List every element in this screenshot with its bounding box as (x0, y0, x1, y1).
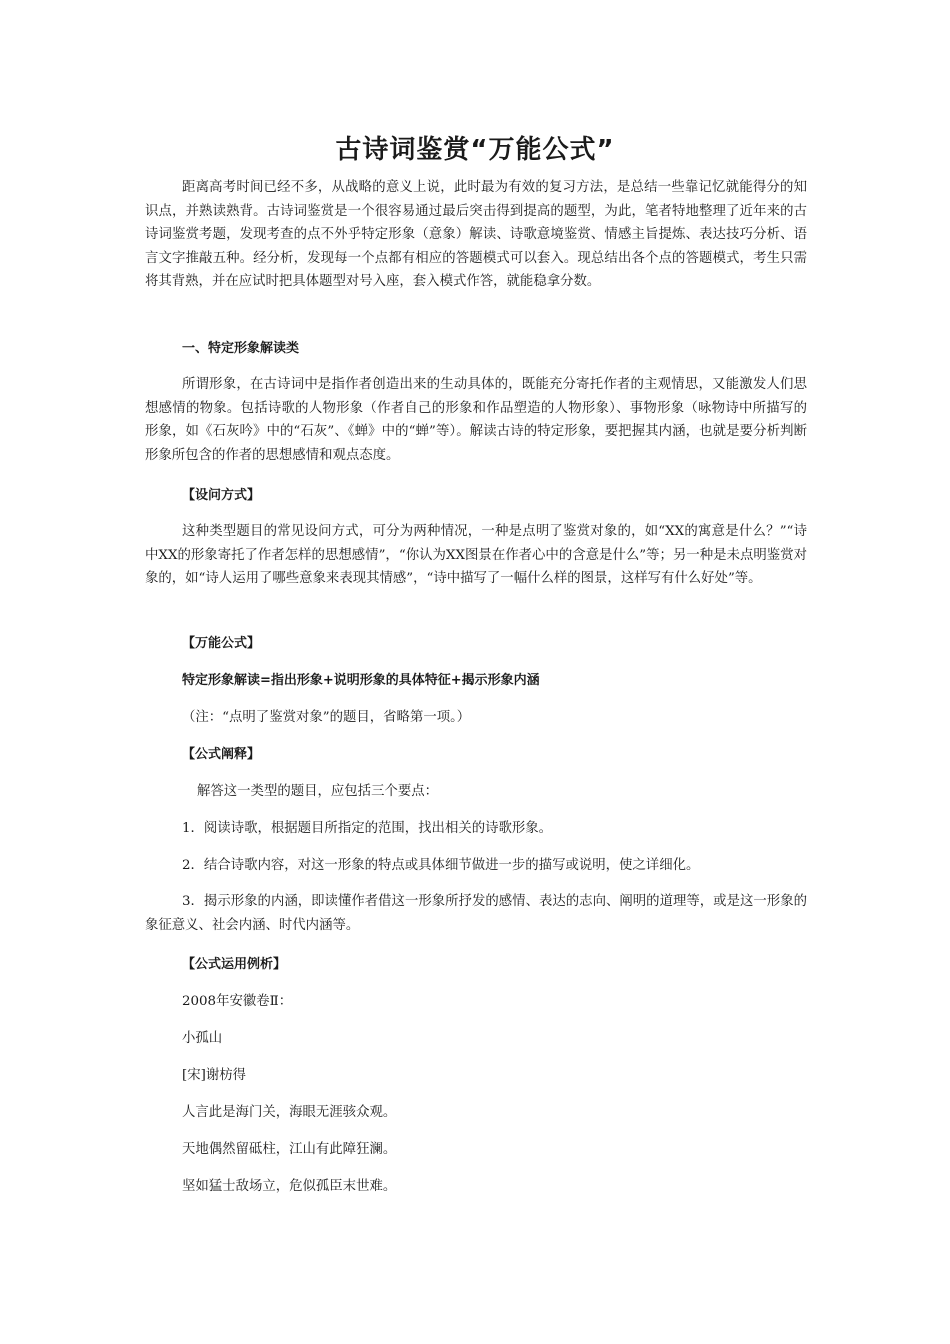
poem-line-3: 坚如猛士敌场立，危似孤臣末世难。 (182, 1179, 397, 1194)
point-3-block (145, 890, 807, 937)
section-heading: 一、特定形象解读类 (182, 341, 300, 356)
explain-heading: 【公式阐释】 (182, 747, 261, 762)
document-title: 古诗词鉴赏“万能公式” (335, 135, 615, 165)
intro-text: 距离高考时间已经不多，从战略的意义上说，此时最为有效的复习方法，是总结一些靠记忆就能得分的知识点，并熟读熟背。古诗词鉴赏是一个很容易通过最后突击得到提高的题型，为此，笔者特地整理了近年来的古诗词鉴赏考题，发现考查的点不外乎特定形象（意象）解读、诗歌意境鉴赏、情感主旨提炼、表达技巧分析、语言文字推敲五种。经分析，发现每一个点都有相应的答题模式可以套入。现总结出各个点的答题模式，考生只需将其背熟，并在应试时把具体题型对号入座，套入模式作答，就能稳拿分数。 (145, 180, 807, 289)
point-2: 2．结合诗歌内容，对这一形象的特点或具体细节做进一步的描写或说明，使之详细化。 (182, 858, 700, 873)
question-text: 这种类型题目的常见设问方式，可分为两种情况，一种是点明了鉴赏对象的，如“XX的寓意是什么？”“诗中XX的形象寄托了作者怎样的思想感情”，“你认为XX图景在作者心中的含意是什么”等；另一种是未点明鉴赏对象的，如“诗人运用了哪些意象来表现其情感”，“诗中描写了一幅什么样的图景，这样写有什么好处”等。 (145, 524, 807, 586)
definition-text: 所谓形象，在古诗词中是指作者创造出来的生动具体的，既能充分寄托作者的主观情思，又能激发人们思想感情的物象。包括诗歌的人物形象（作者自己的形象和作品塑造的人物形象）、事物形象（咏物诗中所描写的形象，如《石灰吟》中的“石灰”、《蝉》中的“蝉”等）。解读古诗的特定形象，要把握其内涵，也就是要分析判断形象所包含的作者的思想感情和观点态度。 (145, 377, 807, 463)
poem-line-2: 天地偶然留砥柱，江山有此障狂澜。 (182, 1142, 397, 1157)
poem-line-1: 人言此是海门关，海眼无涯骇众观。 (182, 1105, 397, 1120)
question-heading: 【设问方式】 (182, 488, 261, 503)
example-source: 2008年安徽卷Ⅱ： (182, 994, 293, 1009)
example-heading: 【公式运用例析】 (182, 957, 287, 972)
point-1: 1．阅读诗歌，根据题目所指定的范围，找出相关的诗歌形象。 (182, 821, 553, 836)
question-paragraph (145, 520, 807, 591)
point-3: 3．揭示形象的内涵，即读懂作者借这一形象所抒发的感情、表达的志向、阐明的道理等，或是这一形象的象征意义、社会内涵、时代内涵等。 (145, 894, 807, 933)
intro-paragraph (145, 176, 807, 294)
definition-paragraph (145, 373, 807, 467)
explain-intro: 解答这一类型的题目，应包括三个要点： (197, 784, 439, 799)
formula-heading: 【万能公式】 (182, 636, 261, 651)
poem-title: 小孤山 (182, 1031, 223, 1046)
formula-text: 特定形象解读=指出形象+说明形象的具体特征+揭示形象内涵 (182, 673, 540, 688)
formula-note: （注：“点明了鉴赏对象”的题目，省略第一项。） (182, 710, 471, 725)
poem-author: [宋]谢枋得 (182, 1068, 247, 1083)
